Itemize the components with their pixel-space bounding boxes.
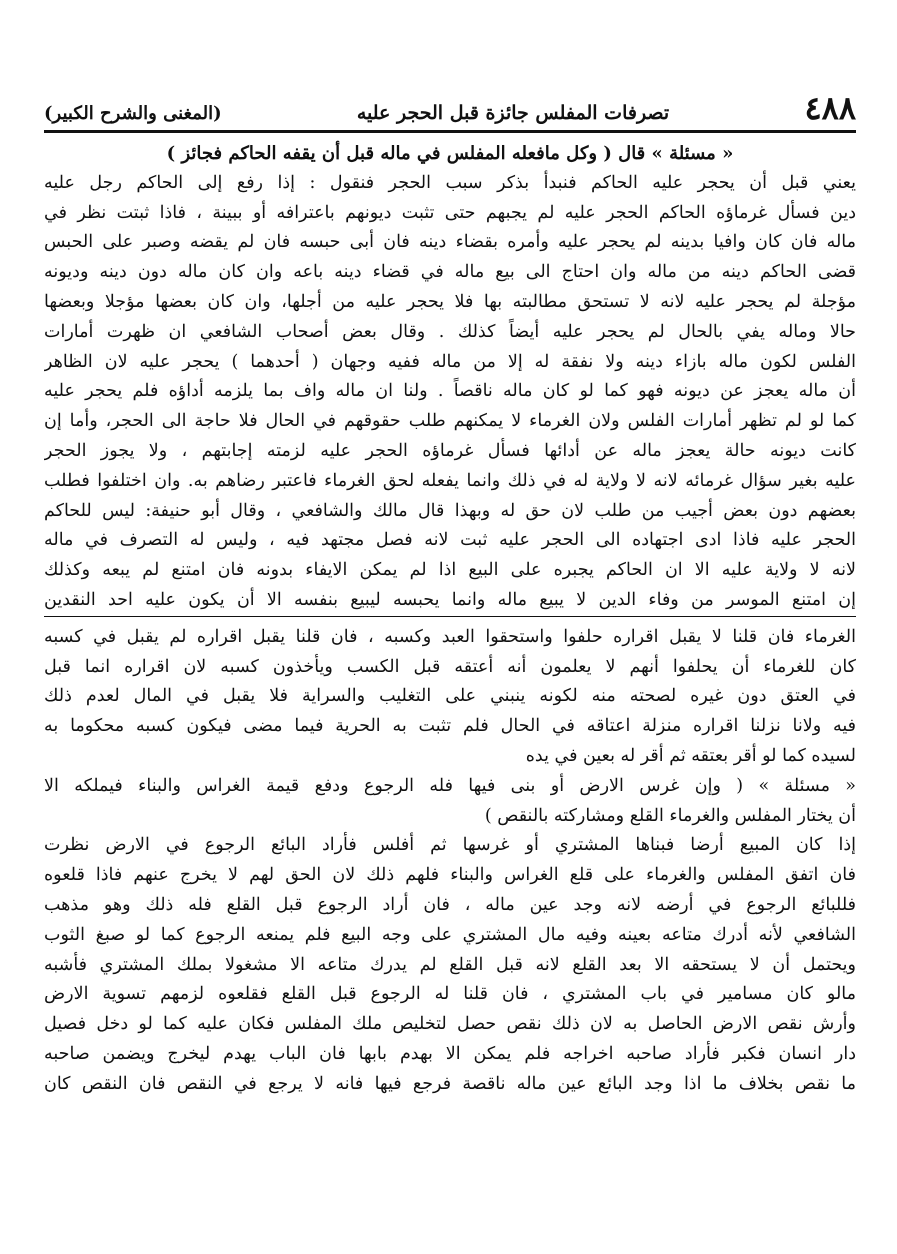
text-line: ما نقص بخلاف ما اذا وجد البائع عين ماله ناقصة فرجع فيها فانه لا يرجع في النقص فان النقص كان — [44, 1073, 856, 1094]
text-line: قضى الحاكم دينه من ماله وان احتاج الى بيع ماله في قضاء دينه باعه وان كان ماله دون دينه وديونه — [44, 262, 856, 283]
book-page — [44, 90, 856, 1100]
text-line: في العتق دون غيره لصحته منه لكونه ينبني على التغليب والسراية فلا يقبل في المال لعدم ذلك — [44, 686, 856, 707]
paragraph-end-line: لسيده كما لو أقر بعتقه ثم أقر له بعين في يده — [525, 745, 856, 766]
text-line: فيه ولانا نزلنا اقراره منزلة اعتاقه في الحال فلم تثبت به الحرية فيما مضى فيكون كسبه محكوما به — [44, 716, 856, 737]
text-line: الحجر عليه فاذا ادى اجتهاده الى الحجر عليه ثبت لانه فصل مجتهد فيه ، وليس له التصرف في ماله — [44, 530, 856, 551]
text-line: فللبائع الرجوع في أرضه لانه وجد عين ماله ، فان أراد الرجوع قبل القلع فله ذلك وهو مذهب — [44, 894, 856, 915]
book-title: (المغنى والشرح الكبير) — [44, 103, 222, 124]
page-header — [44, 90, 856, 133]
text-line: دين فسأل غرماؤه الحاكم الحجر عليه لم يجبهم حتى تثبت ديونهم باعترافه أو ببينة ، فاذا ثبتت نظر في — [44, 202, 856, 223]
text-line: لانه لا ولاية عليه الا ان الحاكم يجبره على البيع اذا لم يمكن الايفاء بدونه فان امتنع لم يبعه وكذلك — [44, 560, 856, 581]
text-line: وأرش نقص الارض الحاصل به لان ذلك نقص حصل لتخليص ملك المفلس فكان عليه كما لو دخل فصيل — [44, 1014, 856, 1035]
issue-heading: « مسئلة » ( وإن غرس الارض أو بنى فيها فله الرجوع ودفع قيمة الغراس والبناء فيملكه الا — [44, 775, 856, 796]
text-line: مؤجلة لم يحجر عليه لانه لا تستحق مطالبته بها فلا يحجر عليه من أجلها، وان كان بعضها مؤجلا وبعضها — [44, 291, 856, 312]
text-line: أن ماله يعجز عن ديونه فهو كما لو كان ماله ناقصاً . ولنا ان ماله واف بما يلزمه أداؤه فلم يحجر عليه — [44, 381, 856, 402]
text-line: إذا كان المبيع أرضا فبناها المشتري أو غرسها ثم أفلس فأراد البائع الرجوع في الارض نظرت — [44, 835, 856, 856]
page-body — [44, 139, 856, 1100]
text-line-underlined: إن امتنع الموسر من وفاء الدين لا يبيع ماله وانما يحبسه ليبيع بنفسه الا أن يكون عليه احد النقدين — [44, 586, 856, 617]
text-line: دار انسان فكبر فأراد صاحبه اخراجه فلم يمكن الا بهدم بابها فان الباب يهدم ليخرج ويضمن صاحبه — [44, 1043, 856, 1064]
text-line: الشافعي لأنه أدرك متاعه بعينه وفيه مال المشتري على وجه البيع فلم يمنعه الرجوع كما لو صبغ الثوب — [44, 924, 856, 945]
running-title: تصرفات المفلس جائزة قبل الحجر عليه — [356, 102, 670, 124]
text-line: ماله فان كان وافيا بدينه لم يحجر عليه وأمره بقضاء دينه فان أبى حبسه فان لم يقضه وصبر على الحبس — [44, 232, 856, 253]
text-line: عليه بغير سؤال غرمائه لانه لا ولاية له في ذلك وانما يفعله لحق الغرماء فاعتبر رضاهم به. وان اختلفوا فطلب — [44, 470, 856, 491]
text-line: فان اتفق المفلس والغرماء على قلع الغراس والبناء فلهم ذلك لان الحق لهم لا يخرج عنهم فاذا قلعوه — [44, 865, 856, 886]
text-line: الغرماء فان قلنا لا يقبل اقراره حلفوا واستحقوا العبد وكسبه ، فان قلنا يقبل اقراره لم يقبل في كسبه — [44, 626, 856, 647]
text-line: كما لو لم تظهر أمارات الفلس ولان الغرماء لا يمكنهم طلب حقوقهم في الحال فلا حاجة الى الحجر، وأما إن — [44, 411, 856, 432]
text-line: مالو كان مسامير في باب المشتري ، فان قلنا له الرجوع قبل القلع فقلعوه لزمهم تسوية الارض — [44, 984, 856, 1005]
text-line: كانت ديونه حالة يعجز ماله عن أدائها فسأل غرماؤه الحجر عليه لزمته إجابتهم ، ولا يجوز الحجر — [44, 440, 856, 461]
text-line: كان للغرماء أن يحلفوا أنهم لا يعلمون أنه أعتقه قبل الكسب ويأخذون كسبه لان اقراره انما قبل — [44, 656, 856, 677]
issue-heading: « مسئلة » قال ( وكل مافعله المفلس في ماله قبل أن يقفه الحاكم فجائز ) — [166, 143, 734, 164]
text-line: ويحتمل أن لا يستحقه الا بعد القلع لانه قبل القلع لم يدرك متاعه الا مشغولا بملك المشتري فأشبه — [44, 954, 856, 975]
text-line: حالا وماله يفي بالحال لم يحجر عليه أيضاً كذلك . وقال بعض أصحاب الشافعي ان ظهرت أمارات — [44, 321, 856, 342]
text-line: الفلس لكون ماله بازاء دينه ولا نفقة له إلا من ماله ففيه وجهان ( أحدهما ) يحجر عليه لان الظاهر — [44, 351, 856, 372]
text-line: بعضهم دون بعض أجيب من طلب لان حق له وبهذا قال مالك والشافعي ، وقال أبو حنيفة: ليس للحاكم — [44, 500, 856, 521]
issue-heading-end: أن يختار المفلس والغرماء القلع ومشاركته بالنقص ) — [484, 805, 856, 826]
text-line: يعني قبل أن يحجر عليه الحاكم فنبدأ بذكر سبب الحجر فنقول : إذا رفع إلى الحاكم رجل عليه — [44, 172, 856, 193]
page-number: ٤٨٨ — [804, 89, 856, 127]
